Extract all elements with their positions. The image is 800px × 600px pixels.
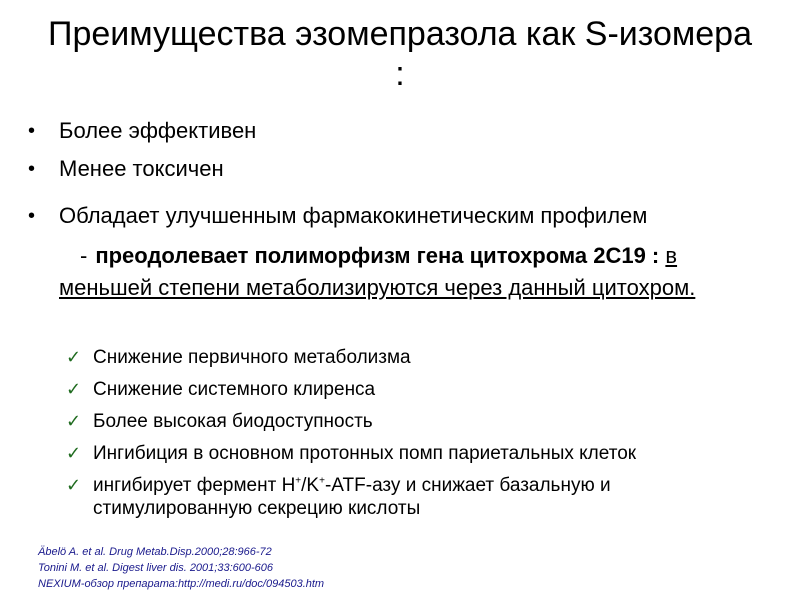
check-item [66,442,766,465]
check-item [66,346,766,369]
polymorphism-paragraph [59,240,759,304]
bullet-text: Менее токсичен [59,156,224,181]
checkmark-icon: ✓ [66,443,82,463]
superscript-plus: + [319,475,325,487]
metabolism-underlined-text: в меньшей степени метаболизируются через данный цитохром. [59,243,696,300]
dash-marker: - [80,243,88,268]
polymorphism-bold-text: преодолевает полиморфизм гена цитохрома 2С19 : [95,243,660,268]
check-text: Снижение первичного метаболизма [93,347,411,368]
bullet-dot-icon: • [28,158,36,180]
check-text-part: /K [301,475,320,496]
checkmark-icon: ✓ [66,347,82,367]
reference-line: NEXIUM-обзор препарата:http://medi.ru/doc/094503.htm [38,578,325,590]
check-text: Снижение системного клиренса [93,379,376,400]
bullet-text: Обладает улучшенным фармакокинетическим профилем [59,203,648,228]
check-text: Ингибиция в основном протонных помп париетальных клеток [93,443,637,464]
bullet-dot-icon: • [28,120,36,142]
references [38,544,324,592]
slide-title: Преимущества эзомепразола как S-изомера : [48,15,752,93]
reference-line: Äbelö A. et al. Drug Metab.Disp.2000;28:966-72 [38,546,272,558]
check-item [66,378,766,401]
checkmark-icon: ✓ [66,475,82,495]
check-text-part: -ATF-азу и снижает базальную и стимулированную секрецию кислоты [93,475,611,519]
bullet-dot-icon: • [28,205,36,227]
check-item [66,474,766,520]
check-text: Более высокая биодоступность [93,411,373,432]
checkmark-icon: ✓ [66,379,82,399]
reference-line: Tonini M. et al. Digest liver dis. 2001;33:600-606 [38,562,274,574]
bullet-text: Более эффективен [59,118,257,143]
checkmark-icon: ✓ [66,411,82,431]
superscript-plus: + [295,475,302,487]
check-item [66,410,766,433]
check-text-part: ингибирует фермент H [93,475,296,496]
advantages-checklist [66,346,766,529]
